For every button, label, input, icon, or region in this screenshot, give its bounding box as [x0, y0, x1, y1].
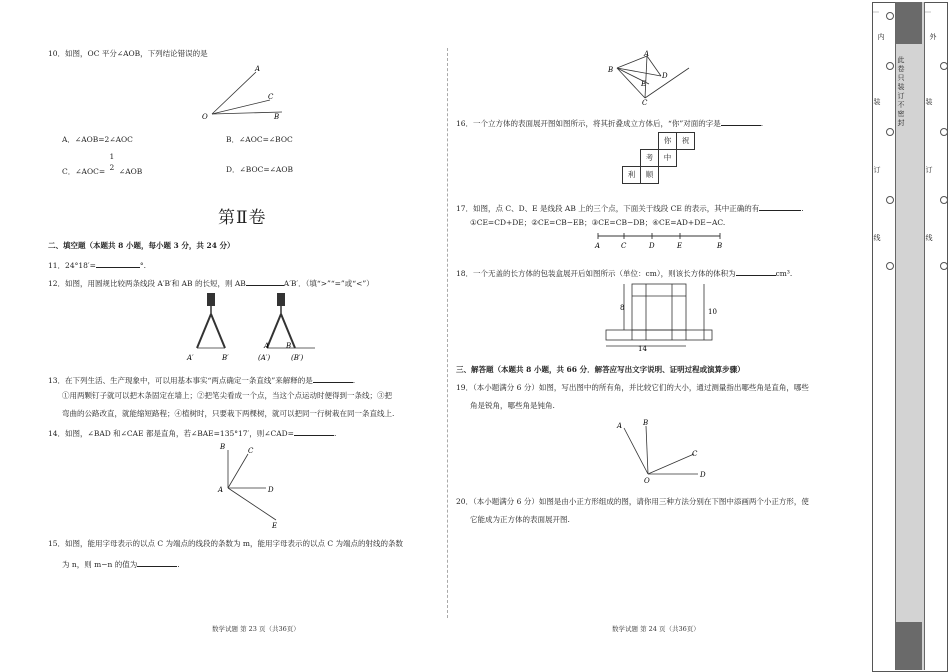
label-A: A: [255, 65, 261, 73]
q10-stem: 10．如图，OC 平分∠AOB，下列结论错误的是: [48, 49, 208, 58]
label-b: B: [286, 342, 292, 350]
option-c-suffix: ∠AOB: [118, 167, 143, 176]
q11-blank[interactable]: [96, 258, 140, 268]
q16-stem: 16．一个立方体的表面展开图如图所示，将其折叠成立方体后，“你”对面的字是 .: [456, 116, 763, 130]
footer-left: 数学试题 第 23 页（共36页）: [212, 625, 300, 633]
q13-blank[interactable]: [313, 373, 353, 383]
svg-text:A: A: [218, 486, 224, 494]
option-c-prefix: C．∠AOC=: [62, 167, 106, 176]
punch-hole-inner-1: [886, 12, 894, 20]
q12-blank[interactable]: [246, 276, 284, 286]
svg-text:B: B: [643, 419, 649, 427]
svg-text:14: 14: [638, 345, 647, 353]
svg-text:E: E: [677, 242, 683, 250]
binding-strip-top: [896, 2, 922, 44]
q18-blank[interactable]: [736, 266, 776, 276]
svg-text:E: E: [641, 80, 647, 88]
q19-figure: [614, 416, 714, 486]
q15-line1: 15．如图，能用字母表示的以点 C 为端点的线段的条数为 m，能用字母表示的以点 C 为端点的射线的条数: [48, 539, 404, 548]
q16-cube-net: 你 祝 考 中 利 顺: [622, 132, 702, 188]
label-b-prime: B′: [222, 354, 229, 362]
q20-line1: 20．（本小题满分 6 分）如图是由小正方形组成的图，请你用三种方法分别在下图中添画两个小正方形，使: [456, 497, 809, 506]
q15-figure: [605, 48, 695, 106]
label-a: A: [264, 342, 270, 350]
svg-text:B: B: [717, 242, 723, 250]
label-a-paren: (A′): [258, 354, 271, 362]
q10-figure: [200, 62, 300, 122]
svg-text:O: O: [644, 477, 650, 485]
punch-hole-inner-3: [886, 128, 894, 136]
q17-blank[interactable]: [759, 201, 801, 211]
outer-zhuang: 装: [925, 98, 933, 106]
punch-hole-outer-3: [940, 196, 948, 204]
outer-xian: 线: [925, 234, 933, 242]
q20-line2: 它能成为正方体的表面展开图.: [470, 515, 570, 524]
svg-text:D: D: [700, 471, 706, 479]
fraction-half: 1 2: [109, 152, 115, 172]
punch-hole-outer-1: [940, 62, 948, 70]
q19-line1: 19．（本小题满分 6 分）如图，写出图中的所有角，并比较它们的大小，通过测量指出哪些角是直角，哪些: [456, 383, 809, 392]
q13-line3: 弯曲的公路改直，就能缩短路程；④植树时，只要栽下两棵树，就可以把同一行树栽在同一条直线上.: [62, 409, 395, 418]
q15-blank[interactable]: [137, 557, 177, 567]
q11: 11．24°18′= °.: [48, 258, 146, 272]
inner-ding: 订: [873, 166, 881, 174]
binding-strip-bottom: [896, 622, 922, 670]
q17-stem: 17．如图，点 C、D、E 是线段 AB 上的三个点，下面关于线段 CE 的表示，其中正确的有 .: [456, 201, 804, 215]
svg-text:C: C: [621, 242, 627, 250]
answer-section-heading: 三、解答题（本题共 8 小题，共 66 分．解答应写出文字说明、证明过程或演算步骤）: [456, 365, 745, 374]
binding-warning: 此卷只装订不密封: [897, 56, 905, 127]
punch-hole-inner-5: [886, 262, 894, 270]
q17-options: ①CE=CD+DE；②CE=CB−EB；③CE=CB−DB；④CE=AD+DE−AC.: [470, 218, 726, 227]
svg-text:D: D: [662, 72, 668, 80]
page-divider: [447, 48, 448, 618]
fill-section-heading: 二、填空题（本题共 8 小题，每小题 3 分，共 24 分）: [48, 241, 235, 250]
q14: 14．如图，∠BAD 和∠CAE 都是直角，若∠BAE=135°17′，则∠CAD= .: [48, 426, 336, 440]
outer-label: 外: [929, 33, 937, 41]
label-B: B: [274, 113, 280, 121]
q15-line2: 为 n，则 m−n 的值为 .: [62, 557, 180, 571]
svg-text:D: D: [268, 486, 274, 494]
outer-ding: 订: [925, 166, 933, 174]
svg-text:B: B: [220, 443, 226, 451]
q10-option-c[interactable]: [62, 152, 143, 178]
punch-hole-outer-2: [940, 128, 948, 136]
label-O: O: [202, 113, 208, 121]
svg-text:B: B: [608, 66, 614, 74]
svg-text:E: E: [272, 522, 278, 530]
section-title: 第Ⅱ卷: [218, 208, 267, 228]
svg-text:10: 10: [708, 308, 717, 316]
q13-line2: ①用两颗钉子就可以把木条固定在墙上；②把笔尖看成一个点，当这个点运动时便得到一条线；③把: [62, 391, 392, 400]
inner-zhuang: 装: [873, 98, 881, 106]
punch-hole-outer-4: [940, 262, 948, 270]
q17-segment: [590, 230, 730, 252]
q12-compass-figure: [180, 290, 330, 365]
label-b-paren: (B′): [291, 354, 304, 362]
svg-text:A: A: [644, 50, 650, 58]
q14-blank[interactable]: [294, 426, 334, 436]
svg-text:C: C: [642, 99, 648, 106]
q18-box-net: [596, 278, 736, 354]
punch-hole-inner-4: [886, 196, 894, 204]
q16-blank[interactable]: [721, 116, 761, 126]
label-C: C: [268, 93, 274, 101]
punch-hole-inner-2: [886, 62, 894, 70]
inner-label: 内: [877, 33, 885, 41]
svg-text:8: 8: [620, 304, 625, 312]
svg-text:A: A: [617, 422, 623, 430]
svg-text:D: D: [649, 242, 655, 250]
footer-right: 数学试题 第 24 页（共36页）: [612, 625, 700, 633]
q18-stem: 18．一个无盖的长方体的包装盒展开后如图所示（单位：cm），则该长方体的体积为 cm³.: [456, 266, 792, 280]
q10-option-b[interactable]: B．∠AOC=∠BOC: [226, 135, 293, 144]
q19-line2: 角是锐角，哪些角是钝角.: [470, 401, 555, 410]
svg-text:A: A: [595, 242, 601, 250]
svg-text:C: C: [692, 450, 698, 458]
dot-line-inner-top: ⋯: [873, 9, 879, 16]
q13-line1: 13．在下列生活、生产现象中，可以用基本事实“两点确定一条直线”来解释的是 .: [48, 373, 355, 387]
label-a-prime: A′: [187, 354, 194, 362]
q10-option-d[interactable]: D．∠BOC=∠AOB: [226, 165, 293, 174]
q12: 12．如图，用圆规比较两条线段 A′B′和 AB 的长短，则 AB A′B′．（填“>”“=”或“<”）: [48, 276, 374, 290]
dot-line-outer-top: ⋯: [925, 9, 931, 16]
inner-xian: 线: [873, 234, 881, 242]
q14-figure: [210, 440, 290, 530]
svg-text:C: C: [248, 447, 254, 455]
q10-option-a[interactable]: A．∠AOB=2∠AOC: [62, 135, 133, 144]
